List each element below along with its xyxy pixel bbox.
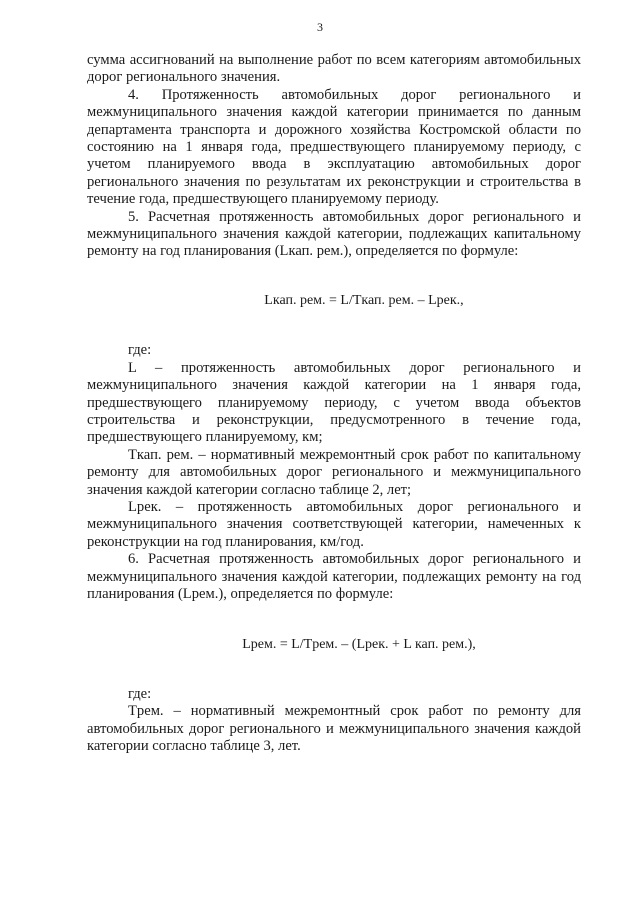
page-number: 3	[317, 20, 323, 34]
formula-repair: Lрем. = L/Tрем. – (Lрек. + L кап. рем.),	[242, 637, 476, 653]
definition-t-rem: Tрем. – нормативный межремонтный срок работ по ремонту для автомобильных дорог регионального и межмуниципального значения каждой категории согласно таблице 3, лет.	[87, 703, 581, 754]
definition-t-kap-rem: Tкап. рем. – нормативный межремонтный срок работ по капитальному ремонту для автомобильных дорог регионального и межмуниципального значения каждой категории согласно таблице 2, лет;	[87, 446, 581, 498]
paragraph-5: 5. Расчетная протяженность автомобильных дорог регионального и межмуниципального значения каждой категории, подлежащих капитальному ремонту на год планирования (Lкап. рем.), определяется по формуле:	[87, 208, 581, 260]
paragraph-6: 6. Расчетная протяженность автомобильных дорог регионального и межмуниципального значения каждой категории, подлежащих ремонту на год планирования (Lрем.), определяется по формуле:	[87, 551, 581, 602]
document-body	[87, 52, 581, 755]
definition-l-rek: Lрек. – протяженность автомобильных дорог регионального и межмуниципального значения соответствующей категории, намеченных к реконструкции на год планирования, км/год.	[87, 498, 581, 550]
definition-l: L – протяженность автомобильных дорог регионального и межмуниципального значения каждой категории на 1 января года, предшествующего планируемому периоду, с учетом ввода объектов строительства и реконструкции, предусмотренного в течение года, предшествующего планируемому, км;	[87, 359, 581, 446]
paragraph-continuation: сумма ассигнований на выполнение работ по всем категориям автомобильных дорог регионального значения.	[87, 52, 581, 86]
where-label-1: где:	[128, 342, 152, 359]
formula-capital-repair: Lкап. рем. = L/Tкап. рем. – Lрек.,	[264, 292, 464, 308]
paragraph-4: 4. Протяженность автомобильных дорог регионального и межмуниципального значения каждой категории принимается по данным департамента транспорта и дорожного хозяйства Костромской области по состоянию на 1 января года, предшествующего планируемому периоду, с учетом планируемого ввода в эксплуатацию автомобильных дорог регионального значения по результатам их реконструкции и строительства в течение года, предшествующего планируемому периоду.	[87, 86, 581, 208]
where-label-2: где:	[128, 685, 152, 702]
